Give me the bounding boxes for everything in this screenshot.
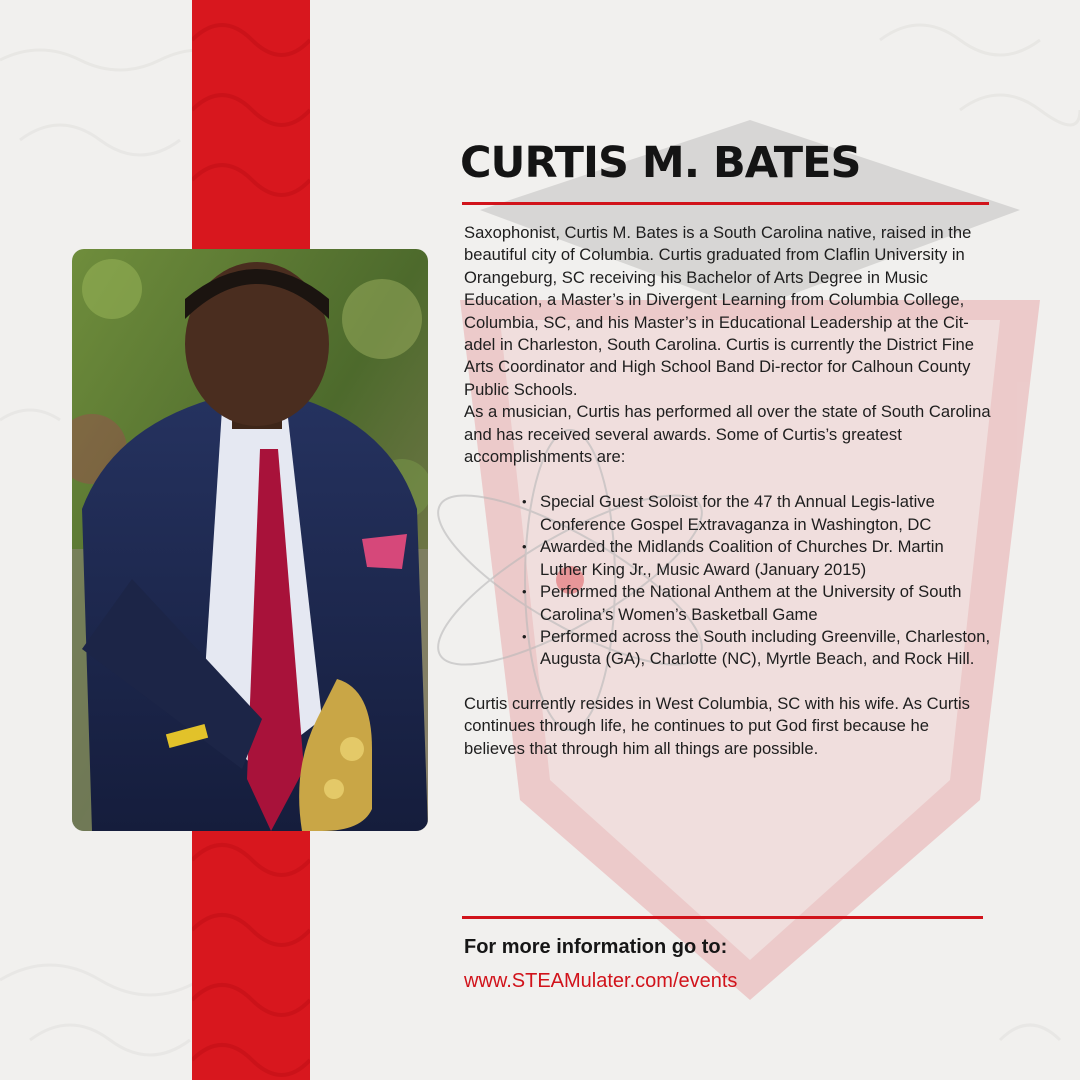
list-item: • Awarded the Midlands Coalition of Churches Dr. Martin Luther King Jr., Music Award (January 2015) bbox=[540, 536, 994, 581]
list-item: • Performed across the South including Greenville, Charleston, Augusta (GA), Charlotte (NC), Myrtle Beach, and Rock Hill. bbox=[540, 626, 994, 671]
title-divider bbox=[462, 202, 989, 205]
bio-closing: Curtis currently resides in West Columbia, SC with his wife. As Curtis continues through life, he continues to put God first because he believes that through him all things are possible. bbox=[464, 693, 970, 758]
bio-musician: As a musician, Curtis has performed all over the state of South Carolina and has received several awards. Some of Curtis’s greatest accomplishments are: bbox=[464, 402, 991, 467]
more-info-link[interactable]: www.STEAMulater.com/events bbox=[464, 970, 738, 992]
biography bbox=[464, 222, 994, 760]
bio-intro: Saxophonist, Curtis M. Bates is a South Carolina native, raised in the beautiful city of Columbia. Curtis graduated from Claflin University in Orangeburg, SC receiving his Bachelor of Arts Degree in Music Education, a Master’s in Divergent Learning from Columbia College, Columbia, SC, and his Master’s in Educational Leadership at the Cit-adel in Charleston, South Carolina. Curtis is currently the District Fine Arts Coordinator and High School Band Di-rector for Calhoun County Public Schools. bbox=[464, 223, 975, 399]
page-title: CURTIS M. BATES bbox=[460, 138, 861, 188]
more-info-label: For more information go to: bbox=[464, 936, 728, 958]
list-item: • Special Guest Soloist for the 47 th Annual Legis-lative Conference Gospel Extravaganza in Washington, DC bbox=[540, 491, 994, 536]
portrait-photo bbox=[72, 249, 428, 831]
accomplishments-list bbox=[464, 491, 994, 670]
footer-divider bbox=[462, 916, 983, 919]
list-item: • Performed the National Anthem at the University of South Carolina’s Women’s Basketball Game bbox=[540, 581, 994, 626]
